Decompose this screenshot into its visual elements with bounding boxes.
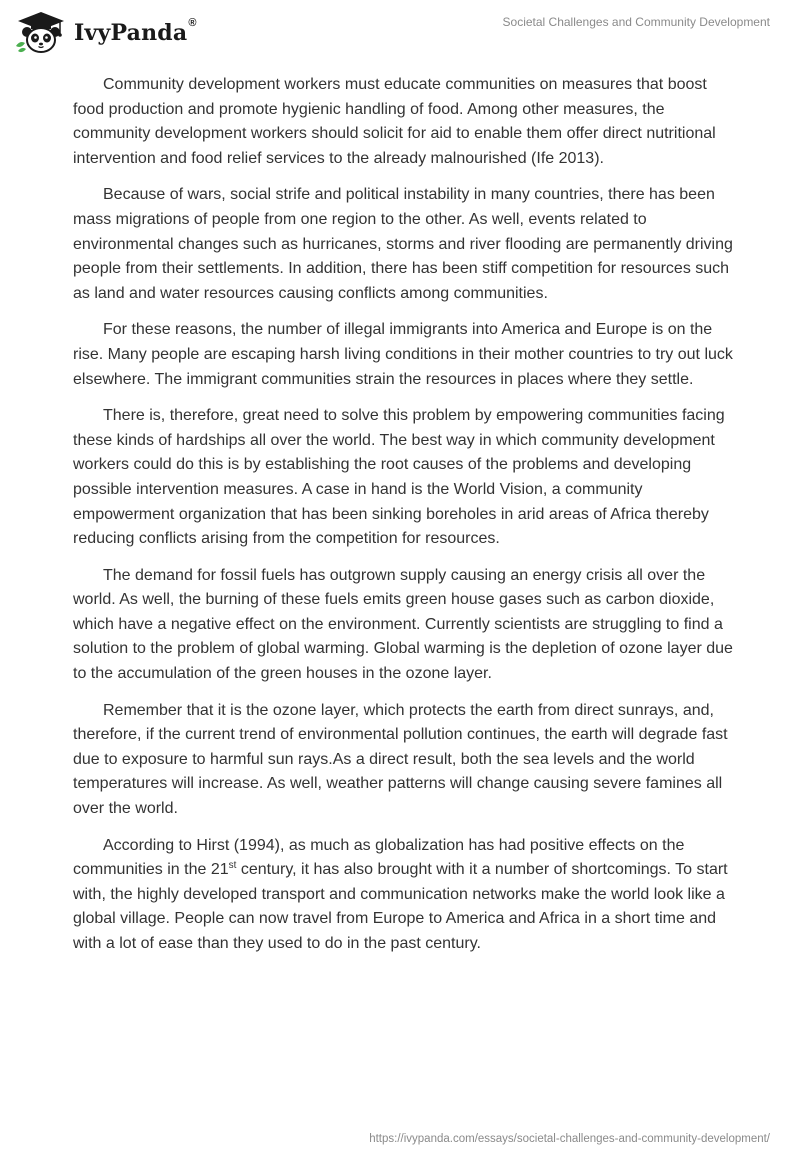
paragraph-text: According to Hirst (1994), as much as globalization has had positive effects on the communities in the 21 [73, 836, 685, 879]
paragraph: Remember that it is the ozone layer, which protects the earth from direct sunrays, and, therefore, if the current trend of environmental pollution continues, the earth will degrade fast due to exposure to harmful sun rays.As a direct result, both the sea levels and the world temperatures will increase. As well, weather patterns will change causing severe famines all over the world. [73, 701, 728, 818]
paragraph: For these reasons, the number of illegal immigrants into America and Europe is on the rise. Many people are escaping harsh living conditions in their mother countries to try out luck elsewhere. The immigrant communities strain the resources in places where they settle. [73, 321, 733, 388]
essay-body [73, 73, 733, 969]
source-url[interactable]: https://ivypanda.com/essays/societal-challenges-and-community-development/ [369, 1133, 770, 1145]
brand-name: IvyPanda [74, 20, 188, 46]
panda-graduation-cap-icon [14, 10, 68, 54]
paragraph: The demand for fossil fuels has outgrown supply causing an energy crisis all over the world. As well, the burning of these fuels emits green house gases such as carbon dioxide, which have a negative effect on the environment. Currently scientists are struggling to find a solution to the problem of global warming. Global warming is the depletion of ozone layer due to the accumulation of the green houses in the ozone layer. [73, 566, 733, 683]
ordinal-suffix: st [228, 860, 237, 872]
brand-logo[interactable] [14, 10, 196, 54]
paragraph-text: century, it has also brought with it a number of shortcomings. To start with, the highly developed transport and communication networks make the world look like a global village. People can now travel from Europe to America and Africa in a short time and with a lot of ease than they used to do in the past century. [73, 861, 728, 952]
registered-mark: ® [188, 17, 197, 29]
paragraph: Community development workers must educate communities on measures that boost food production and promote hygienic handling of food. Among other measures, the community development workers should solicit for aid to enable them offer direct nutritional intervention and food relief services to the already malnourished (Ife 2013). [73, 76, 716, 167]
page-header [0, 0, 800, 60]
paragraph [73, 834, 733, 957]
document-title: Societal Challenges and Community Development [502, 15, 770, 29]
paragraph: Because of wars, social strife and political instability in many countries, there has been mass migrations of people from one region to the other. As well, events related to environmental changes such as hurricanes, storms and river flooding are permanently driving people from their settlements. In addition, there has been stiff competition for resources such as land and water resources causing conflicts among communities. [73, 186, 733, 302]
paragraph: There is, therefore, great need to solve this problem by empowering communities facing these kinds of hardships all over the world. The best way in which community development workers could do this is by establishing the root causes of the problems and developing possible intervention measures. A case in hand is the World Vision, a community empowerment organization that has been sinking boreholes in arid areas of Africa thereby reducing conflicts arising from the competition for resources. [73, 407, 725, 548]
